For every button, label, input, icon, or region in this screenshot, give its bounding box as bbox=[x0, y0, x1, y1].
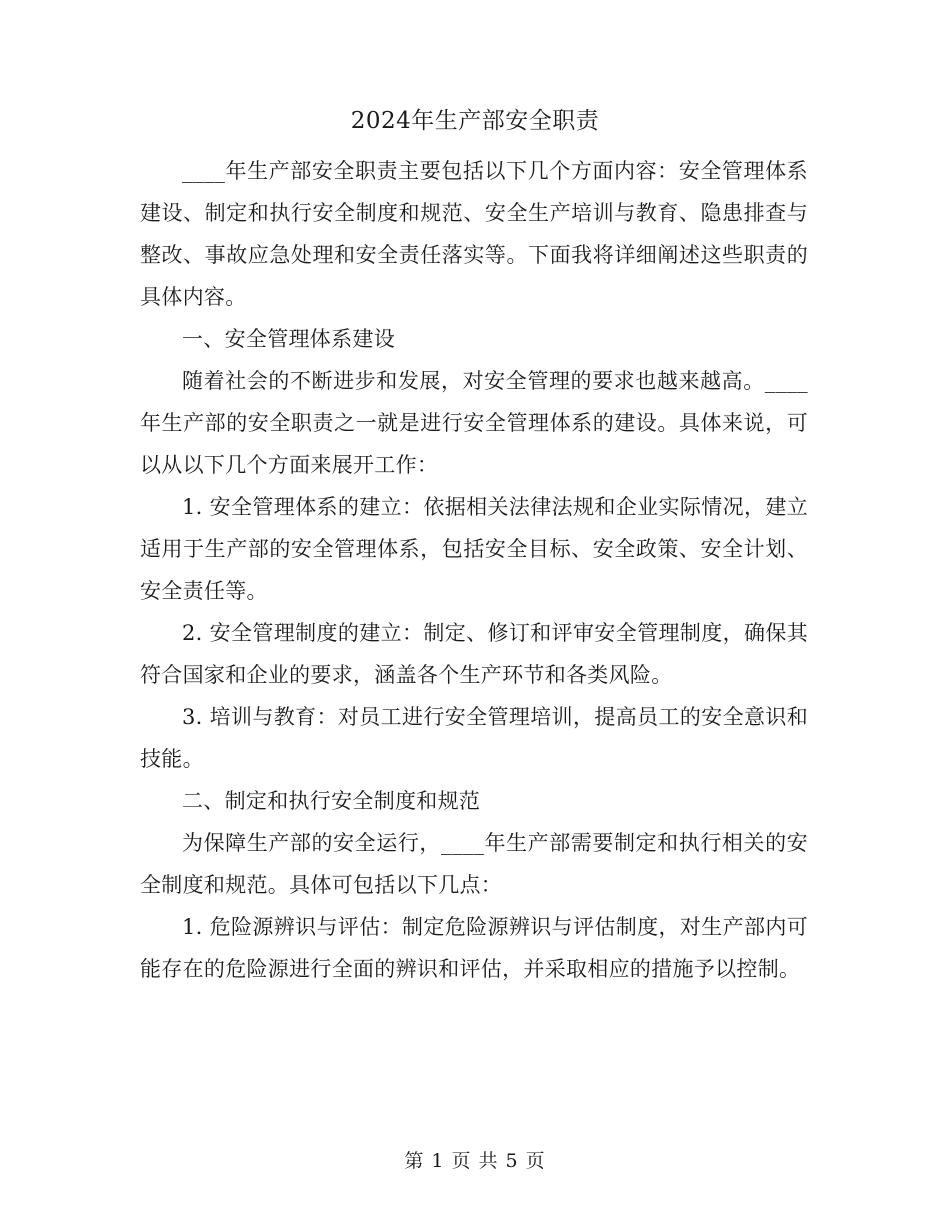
section-2-intro-paragraph: 为保障生产部的安全运行，____年生产部需要制定和执行相关的安全制度和规范。具体可包括以下几点： bbox=[140, 831, 808, 897]
intro-paragraph: ____年生产部安全职责主要包括以下几个方面内容：安全管理体系建设、制定和执行安全制度和规范、安全生产培训与教育、隐患排查与整改、事故应急处理和安全责任落实等。下面我将详细阐述这些职责的具体内容。 bbox=[140, 159, 808, 309]
section-1-item-3: 3. 培训与教育：对员工进行安全管理培训，提高员工的安全意识和技能。 bbox=[140, 705, 808, 771]
document-title: 2024年生产部安全职责 bbox=[350, 108, 600, 134]
section-1-item-1: 1. 安全管理体系的建立：依据相关法律法规和企业实际情况，建立适用于生产部的安全管理体系，包括安全目标、安全政策、安全计划、安全责任等。 bbox=[140, 495, 808, 603]
section-heading-2: 二、制定和执行安全制度和规范 bbox=[182, 789, 481, 813]
section-2-item-1: 1. 危险源辨识与评估：制定危险源辨识与评估制度，对生产部内可能存在的危险源进行全面的辨识和评估，并采取相应的措施予以控制。 bbox=[140, 915, 808, 981]
section-1-item-2: 2. 安全管理制度的建立：制定、修订和评审安全管理制度，确保其符合国家和企业的要求，涵盖各个生产环节和各类风险。 bbox=[140, 621, 808, 687]
section-1-intro-paragraph: 随着社会的不断进步和发展，对安全管理的要求也越来越高。____年生产部的安全职责之一就是进行安全管理体系的建设。具体来说，可以从以下几个方面来展开工作： bbox=[140, 369, 808, 477]
page-number-footer: 第 1 页 共 5 页 bbox=[404, 1150, 546, 1172]
section-heading-1: 一、安全管理体系建设 bbox=[182, 327, 395, 351]
document-body bbox=[140, 150, 808, 990]
